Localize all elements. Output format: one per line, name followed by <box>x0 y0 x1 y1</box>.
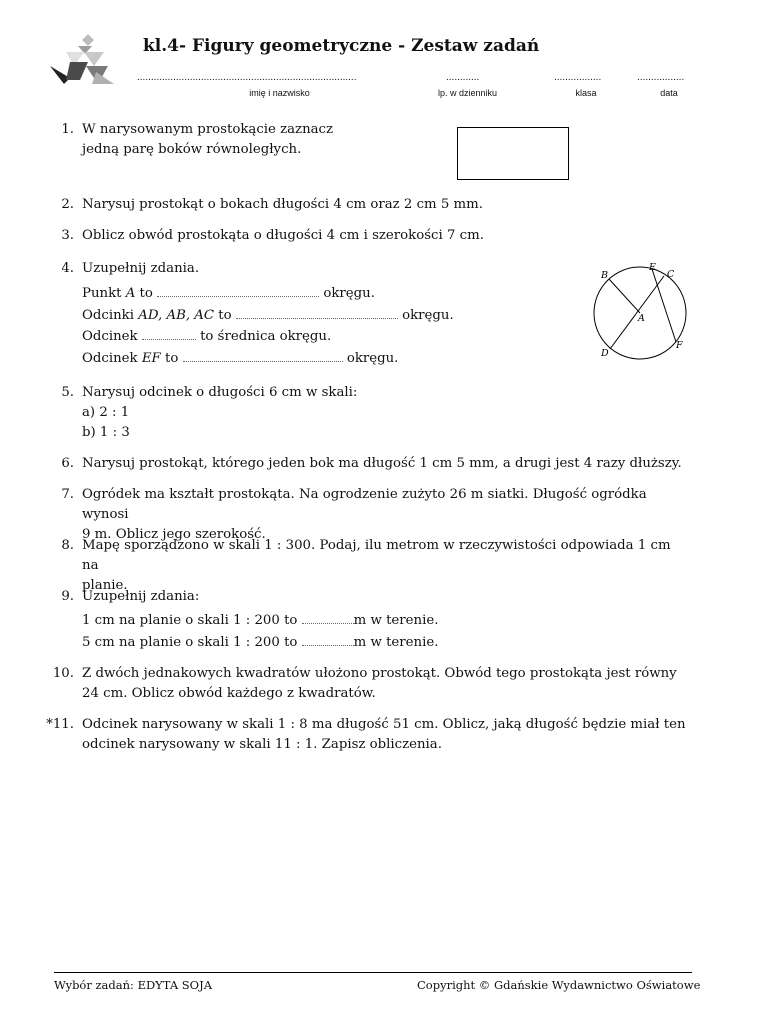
task-1 <box>46 120 691 160</box>
task-line: odcinek narysowany w skali 11 : 1. Zapisz obliczenia. <box>82 737 442 752</box>
answer-blank[interactable] <box>302 633 354 646</box>
task-number: 9. <box>61 589 74 604</box>
class-field-label: klasa <box>575 88 597 98</box>
task-number: 1. <box>61 122 74 137</box>
task-line: Odcinek narysowany w skali 1 : 8 ma długość 51 cm. Oblicz, jaką długość będzie miał ten <box>82 717 686 732</box>
point-c-label: C <box>667 269 675 280</box>
footer-author: Wybór zadań: EDYTA SOJA <box>54 978 213 992</box>
task-line: Ogródek ma kształt prostokąta. Na ogrodzenie zużyto 26 m siatki. Długość ogródka wynosi <box>82 487 647 522</box>
task-5 <box>46 383 691 443</box>
answer-blank[interactable] <box>236 306 398 319</box>
task-text: Narysuj prostokąt o bokach długości 4 cm oraz 2 cm 5 mm. <box>82 197 483 212</box>
scale-sentence: 1 cm na planie o skali 1 : 200 to m w terenie. <box>82 613 439 628</box>
task-number: 7. <box>61 487 74 502</box>
task-item: b) 1 : 3 <box>82 425 130 440</box>
task-text: Uzupełnij zdania. <box>82 261 200 276</box>
answer-blank[interactable] <box>302 611 354 624</box>
task-4 <box>46 259 566 369</box>
tangram-logo <box>48 32 118 88</box>
journal-number-label: lp. w dzienniku <box>437 88 498 98</box>
journal-number-dots[interactable]: ............ <box>446 72 480 83</box>
task-line: planie. <box>82 578 128 593</box>
task-item: a) 2 : 1 <box>82 405 130 420</box>
task-number: *11. <box>46 717 74 732</box>
task-9 <box>46 587 691 654</box>
task-number: 5. <box>61 385 74 400</box>
sentence-ef: Odcinek EF to okręgu. <box>82 350 399 366</box>
task-line: Mapę sporządzono w skali 1 : 300. Podaj, ilu metrom w rzeczywistości odpowiada 1 cm na <box>82 538 671 573</box>
task-number: 8. <box>61 538 74 553</box>
date-field-label: data <box>660 88 678 98</box>
answer-blank[interactable] <box>183 349 343 362</box>
task-3 <box>46 226 691 246</box>
point-d-label: D <box>601 348 609 359</box>
task-line: 24 cm. Oblicz obwód każdego z kwadratów. <box>82 686 376 701</box>
task-11 <box>46 715 691 755</box>
task-line: jedną parę boków równoległych. <box>82 142 302 157</box>
name-field-label: imię i nazwisko <box>249 88 310 98</box>
circle-figure <box>588 258 698 368</box>
task-text: Oblicz obwód prostokąta o długości 4 cm i szerokości 7 cm. <box>82 228 484 243</box>
sentence-point-a: Punkt A to okręgu. <box>82 286 375 301</box>
footer-divider <box>54 972 692 973</box>
page-title: kl.4- Figury geometryczne - Zestaw zadań <box>143 36 540 56</box>
task-line: Z dwóch jednakowych kwadratów ułożono prostokąt. Obwód tego prostokąta jest równy <box>82 666 677 681</box>
footer-copyright: Copyright © Gdańskie Wydawnictwo Oświatowe <box>417 978 701 992</box>
class-field-dots[interactable]: ................. <box>554 72 602 83</box>
point-a-label: A <box>638 313 645 324</box>
answer-blank[interactable] <box>157 284 319 297</box>
sentence-diameter: Odcinek to średnica okręgu. <box>82 329 332 344</box>
point-f-label: F <box>676 340 683 351</box>
task-number: 3. <box>61 228 74 243</box>
task-text: Uzupełnij zdania: <box>82 589 200 604</box>
point-b-label: B <box>601 270 608 281</box>
task-text: Narysuj odcinek o długości 6 cm w skali: <box>82 385 358 400</box>
answer-blank[interactable] <box>142 327 196 340</box>
task-text: Narysuj prostokąt, którego jeden bok ma długość 1 cm 5 mm, a drugi jest 4 razy dłuższy. <box>82 456 682 471</box>
task-10 <box>46 664 691 704</box>
task-number: 10. <box>52 666 74 681</box>
sentence-segments: Odcinki AD, AB, AC to okręgu. <box>82 307 454 323</box>
task-number: 2. <box>61 197 74 212</box>
rectangle-figure <box>457 127 569 180</box>
scale-sentence: 5 cm na planie o skali 1 : 200 to m w terenie. <box>82 635 439 650</box>
task-number: 4. <box>61 261 74 276</box>
task-6 <box>46 454 691 474</box>
date-field-dots[interactable]: ................. <box>637 72 685 83</box>
task-2 <box>46 195 691 215</box>
task-line: 9 m. Oblicz jego szerokość. <box>82 527 266 542</box>
task-line: W narysowanym prostokącie zaznacz <box>82 122 334 137</box>
name-field-dots[interactable]: ............................................................................... <box>137 72 357 83</box>
task-number: 6. <box>61 456 74 471</box>
point-e-label: E <box>649 262 656 273</box>
